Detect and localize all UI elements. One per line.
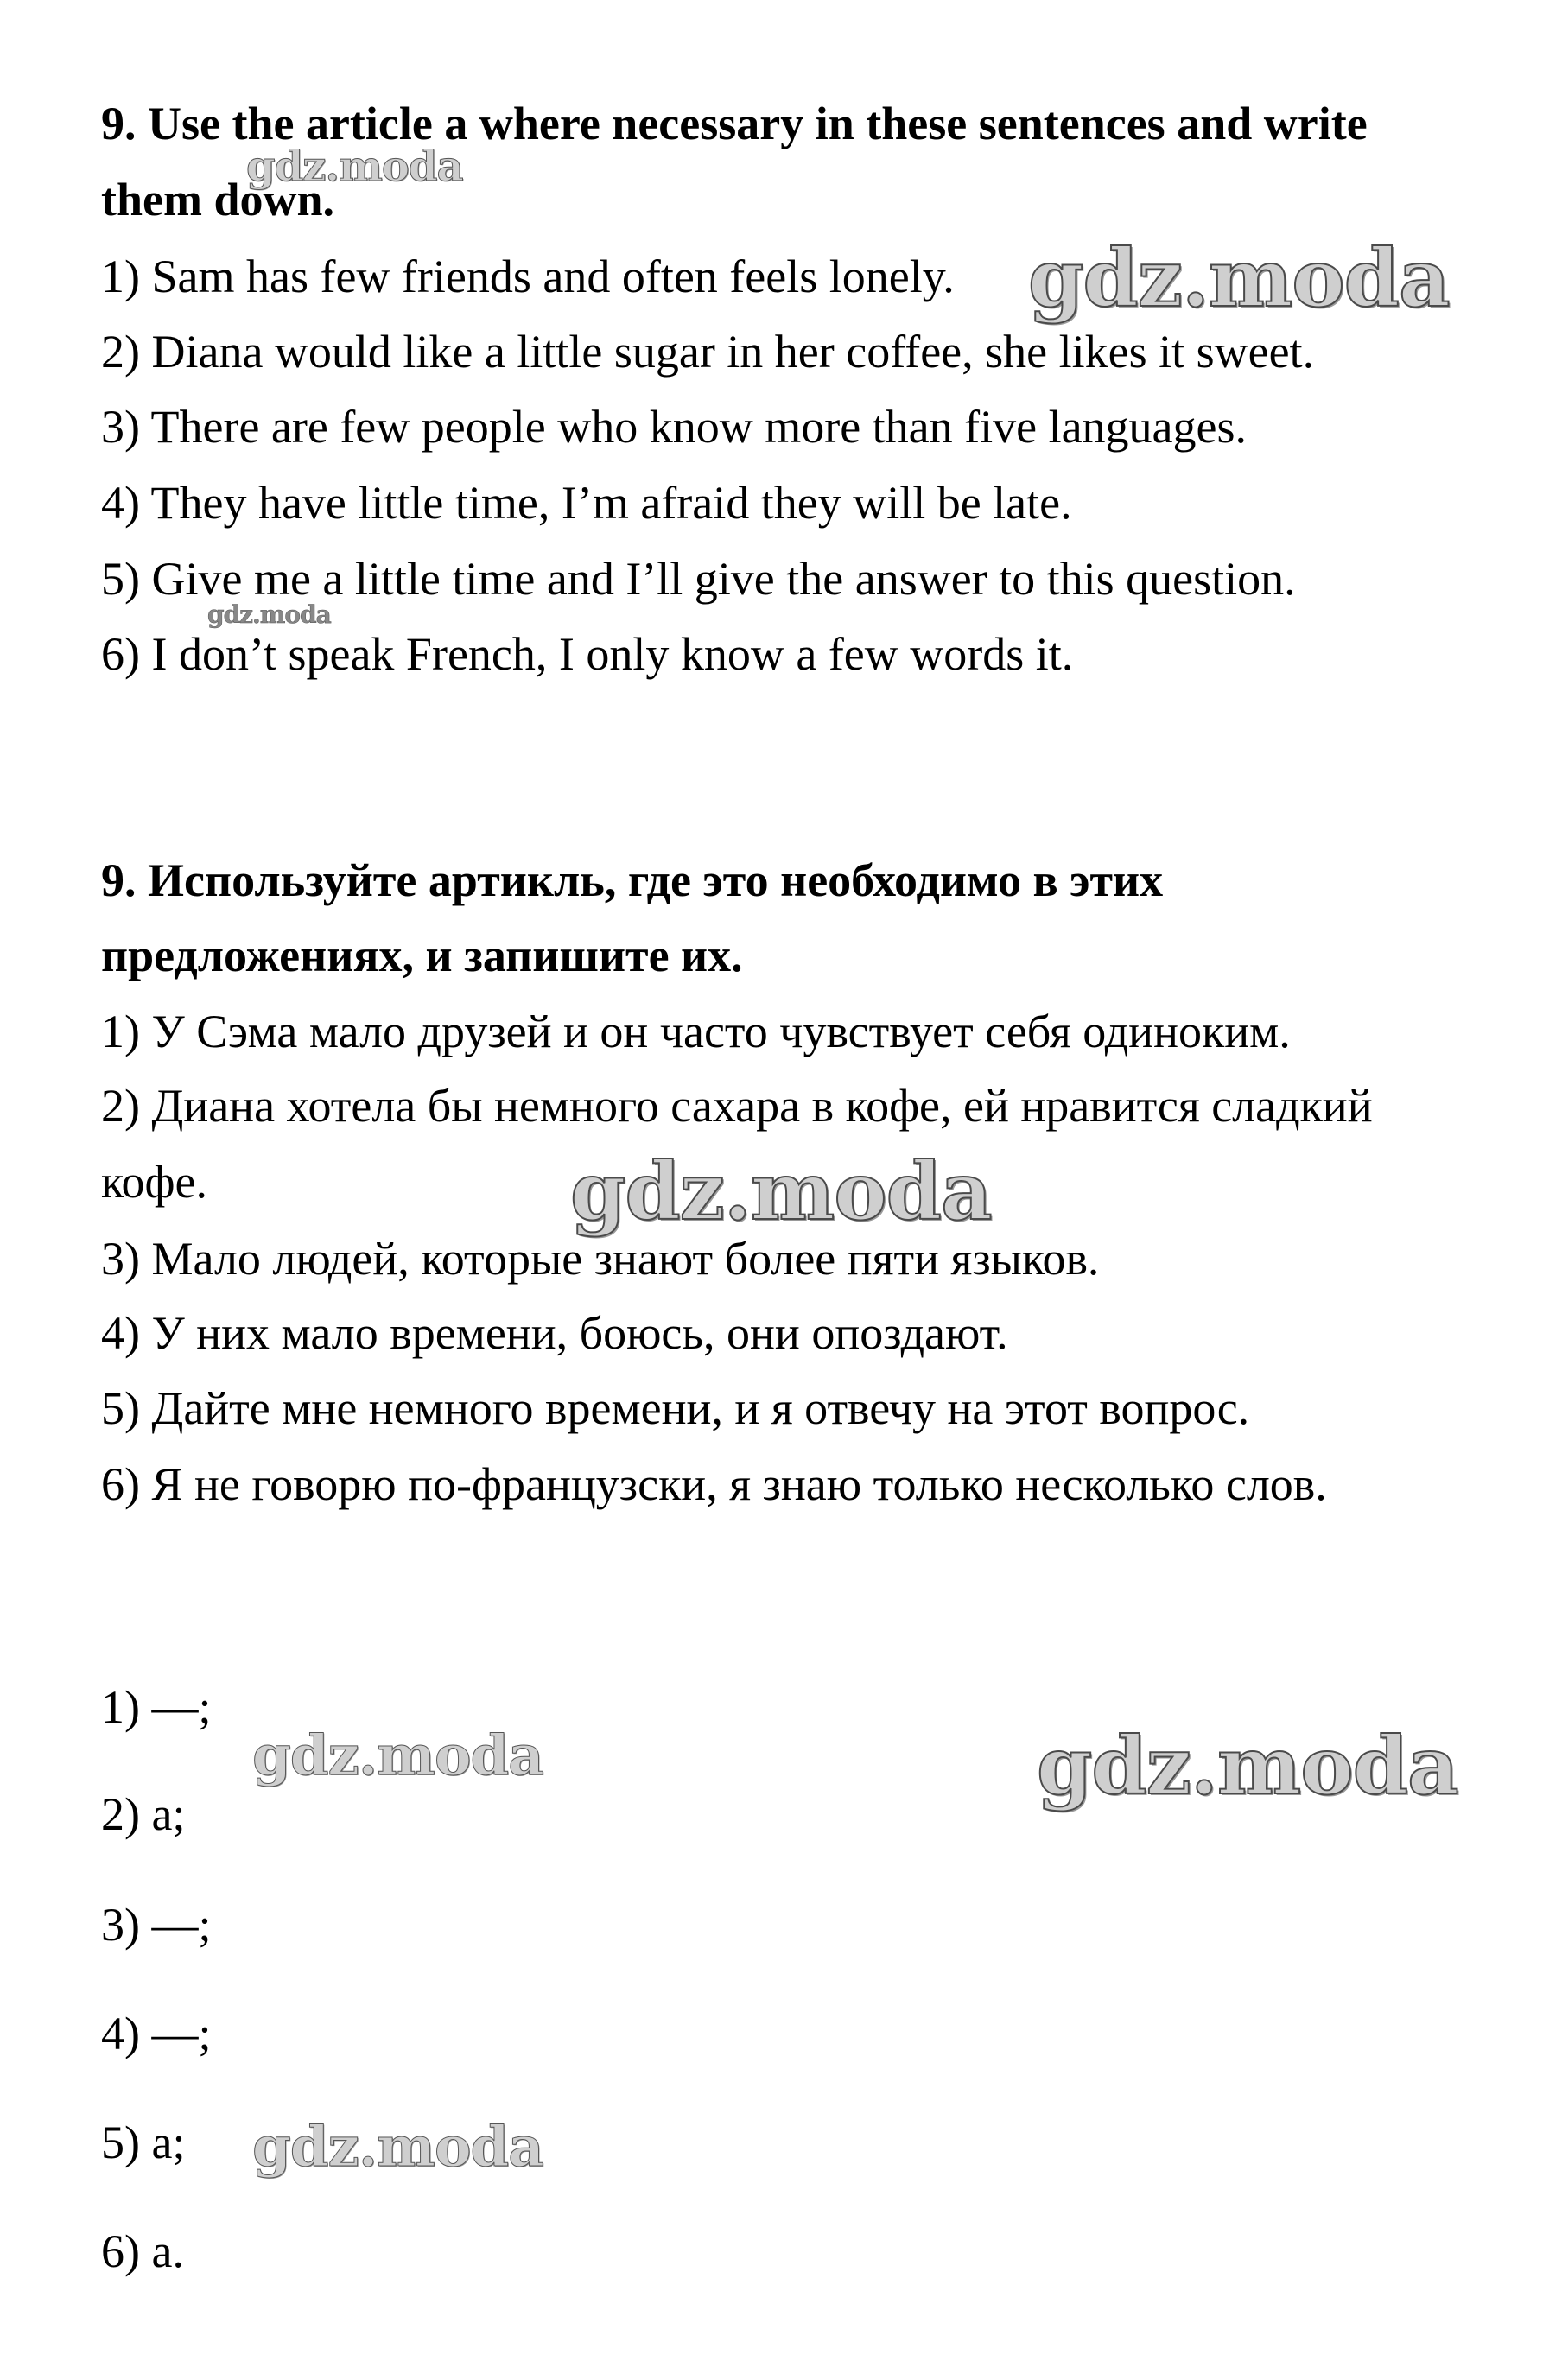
english-sentence-3: 3) There are few people who know more than five languages. [101, 401, 1248, 453]
english-sentence-5: 5) Give me a little time and I’ll give the answer to this question. [101, 553, 1296, 605]
answer-4: 4) —; [101, 2008, 212, 2059]
russian-task-title-line2: предложениях, и запишите их. [101, 930, 743, 981]
answer-1: 1) —; [101, 1681, 212, 1733]
answer-3: 3) —; [101, 1899, 212, 1951]
english-sentence-4: 4) They have little time, I’m afraid they will be late. [101, 477, 1072, 529]
english-task-title-line2: them down. [101, 174, 335, 225]
watermark-logo: gdz.moda [246, 143, 463, 191]
english-sentence-1: 1) Sam has few friends and often feels lonely. [101, 251, 955, 302]
answer-5: 5) a; [101, 2117, 186, 2168]
russian-task-title-line1: 9. Используйте артикль, где это необходимо в этих [101, 854, 1164, 906]
russian-sentence-2-continued: кофе. [101, 1156, 207, 1208]
watermark-logo: gdz.moda [252, 2115, 543, 2180]
answer-6: 6) a. [101, 2225, 184, 2277]
russian-sentence-2: 2) Диана хотела бы немного сахара в кофе, ей нравится сладкий [101, 1080, 1373, 1132]
english-sentence-6: 6) I don’t speak French, I only know a few words it. [101, 628, 1074, 680]
watermark-logo: gdz.moda [1028, 232, 1450, 325]
english-sentence-2: 2) Diana would like a little sugar in her coffee, she likes it sweet. [101, 326, 1315, 378]
russian-sentence-6: 6) Я не говорю по-французски, я знаю только несколько слов. [101, 1458, 1327, 1510]
watermark-logo: gdz.moda [1037, 1719, 1458, 1812]
russian-sentence-3: 3) Мало людей, которые знают более пяти языков. [101, 1233, 1100, 1285]
watermark-logo: gdz.moda [252, 1723, 543, 1788]
watermark-logo: gdz.moda [207, 600, 331, 629]
english-task-title-line1: 9. Use the article a where necessary in these sentences and write [101, 98, 1368, 149]
watermark-logo: gdz.moda [570, 1145, 992, 1238]
russian-sentence-4: 4) У них мало времени, боюсь, они опоздают. [101, 1307, 1008, 1359]
answer-2: 2) a; [101, 1788, 186, 1840]
russian-sentence-1: 1) У Сэма мало друзей и он часто чувствует себя одиноким. [101, 1006, 1291, 1057]
russian-sentence-5: 5) Дайте мне немного времени, и я отвечу на этот вопрос. [101, 1382, 1250, 1434]
